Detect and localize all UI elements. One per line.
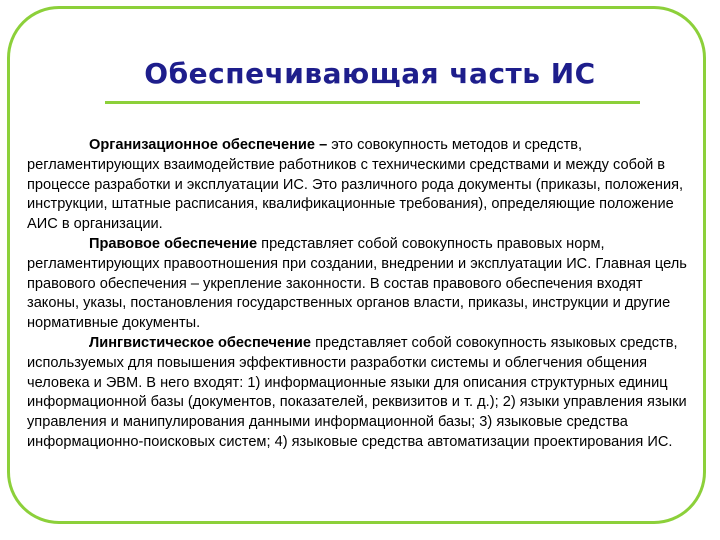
term-organizational: Организационное обеспечение – bbox=[89, 137, 328, 153]
paragraph-organizational bbox=[27, 136, 687, 235]
paragraph-linguistic bbox=[27, 334, 687, 453]
term-linguistic: Лингвистическое обеспечение bbox=[89, 334, 312, 351]
paragraph-legal bbox=[27, 235, 687, 334]
slide-title: Обеспечивающая часть ИС bbox=[144, 57, 596, 90]
slide-body bbox=[27, 136, 687, 453]
title-underline bbox=[105, 101, 640, 104]
text-linguistic: представляет собой совокупность языковых средств, используемых для повышения эффективности разработки системы и облегчения общения человека и ЭВМ. В него входят: 1) информационные языки для описания структурных единиц информационной базы (документов, показателей, реквизитов и т. д.); 2) языки управления языки управления и манипулирования данными информационной базы; 3) языковые средства информационно-поисковых систем; 4) языковые средства автоматизации проектирования ИС. bbox=[27, 334, 687, 450]
text-organizational: это совокупность методов и средств, регламентирующих взаимодействие работников с техническими средствами и между собой в процессе разработки и эксплуатации ИС. Это различного рода документы (приказы, положения, инструкции, штатные расписания, квалификационные требования), определяющие положение АИС в организации. bbox=[27, 137, 684, 233]
text-legal: представляет собой совокупность правовых норм, регламентирующих правоотношения при создании, внедрении и эксплуатации ИС. Главная цель правового обеспечения – укрепление законности. В состав правового обеспечения входят законы, указы, постановления государственных органов власти, приказы, инструкции и другие нормативные документы. bbox=[27, 235, 687, 332]
term-legal: Правовое обеспечение bbox=[89, 235, 258, 252]
